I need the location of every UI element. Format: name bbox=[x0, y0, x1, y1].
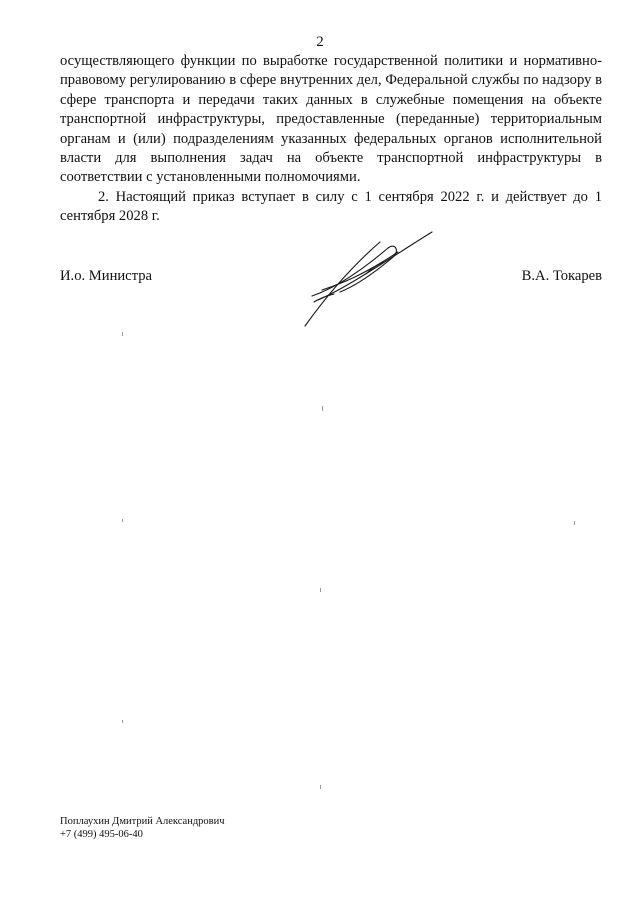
paragraph-2: 2. Настоящий приказ вступает в силу с 1 сентября 2022 г. и действует до 1 сентября 2028 г. bbox=[60, 188, 602, 225]
handwritten-signature bbox=[300, 228, 440, 332]
scan-speck bbox=[320, 588, 321, 592]
scan-speck bbox=[122, 720, 123, 723]
scan-speck bbox=[320, 785, 321, 789]
document-body bbox=[60, 52, 602, 227]
signatory-position: И.о. Министра bbox=[60, 268, 152, 284]
scan-speck bbox=[574, 521, 575, 525]
signatory-name: В.А. Токарев bbox=[521, 268, 602, 284]
page-number: 2 bbox=[316, 34, 324, 50]
document-footer bbox=[60, 815, 225, 841]
executor-phone: +7 (499) 495-06-40 bbox=[60, 829, 143, 840]
scan-speck bbox=[122, 332, 123, 336]
paragraph-continuation: осуществляющего функции по выработке государственной политики и нормативно-правовому регулированию в сфере внутренних дел, Федеральной службы по надзору в сфере транспорта и передачи таких данных в служебные помещения на объекте транспортной инфраструктуры, предоставленные (переданные) территориальным органам и (или) подразделениям указанных федеральных органов исполнительной власти для выполнения задач на объекте транспортной инфраструктуры в соответствии с установленными полномочиями. bbox=[60, 53, 602, 186]
scan-speck bbox=[122, 519, 123, 522]
scan-speck bbox=[322, 406, 323, 411]
executor-name: Поплаухин Дмитрий Александрович bbox=[60, 816, 225, 827]
